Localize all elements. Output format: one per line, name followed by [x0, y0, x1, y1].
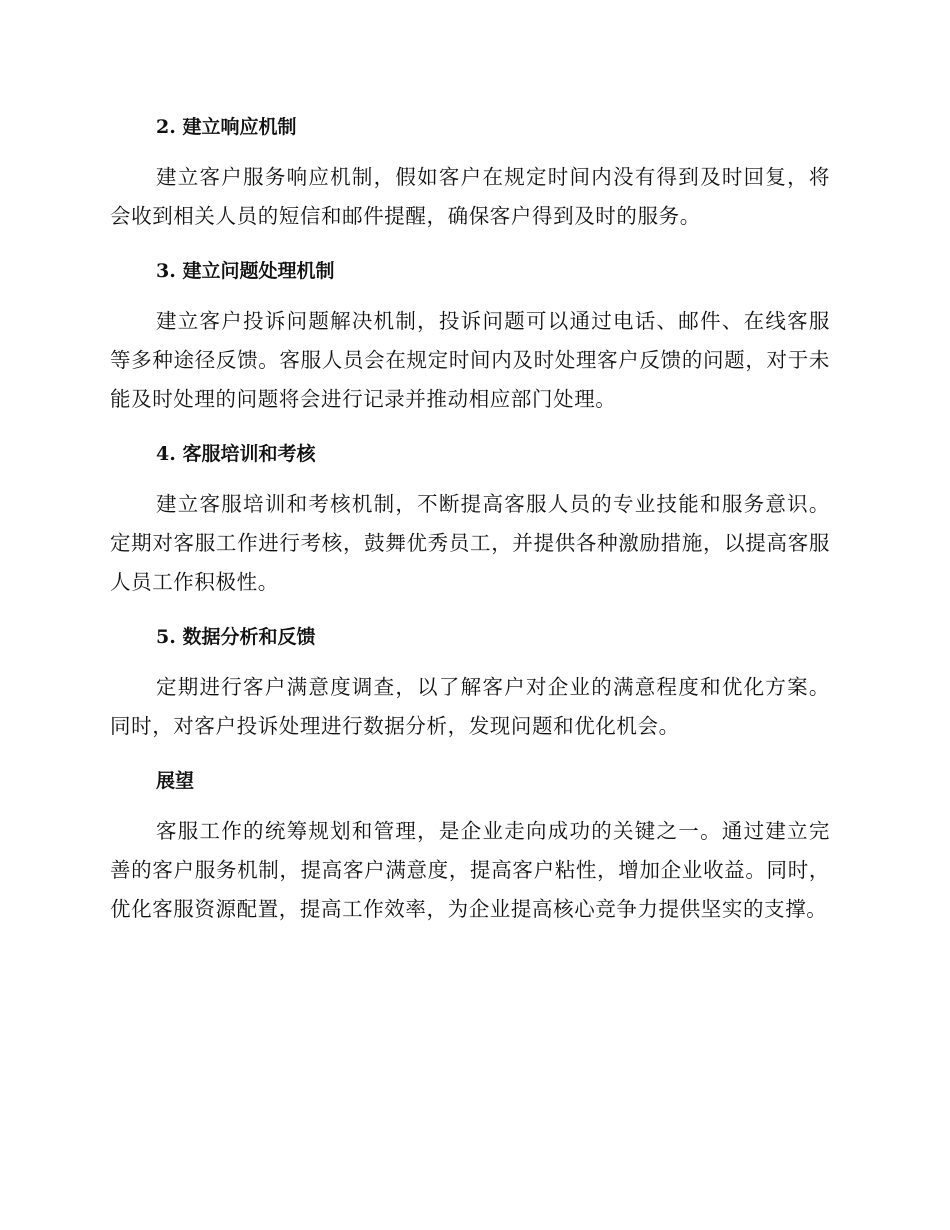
section-heading: 4. 客服培训和考核	[156, 443, 316, 465]
section-response-mechanism	[110, 106, 830, 250]
section-heading: 2. 建立响应机制	[156, 116, 297, 138]
section-heading: 展望	[156, 770, 195, 792]
section-training-assessment	[110, 433, 830, 616]
section-paragraph: 建立客户投诉问题解决机制，投诉问题可以通过电话、邮件、在线客服等多种途径反馈。客服人员会在规定时间内及时处理客户反馈的问题，对于未能及时处理的问题将会进行记录并推动相应部门处理。	[110, 309, 830, 411]
document-page	[110, 106, 830, 929]
section-outlook	[110, 760, 830, 929]
section-paragraph: 定期进行客户满意度调查，以了解客户对企业的满意程度和优化方案。同时，对客户投诉处理进行数据分析，发现问题和优化机会。	[110, 675, 830, 738]
section-heading: 3. 建立问题处理机制	[156, 260, 335, 282]
section-paragraph: 建立客户服务响应机制，假如客户在规定时间内没有得到及时回复，将会收到相关人员的短信和邮件提醒，确保客户得到及时的服务。	[110, 165, 830, 228]
section-paragraph: 建立客服培训和考核机制，不断提高客服人员的专业技能和服务意识。定期对客服工作进行考核，鼓舞优秀员工，并提供各种激励措施，以提高客服人员工作积极性。	[110, 492, 830, 594]
section-heading: 5. 数据分析和反馈	[156, 626, 316, 648]
section-issue-handling	[110, 250, 830, 433]
section-data-analysis	[110, 616, 830, 760]
section-paragraph: 客服工作的统筹规划和管理，是企业走向成功的关键之一。通过建立完善的客户服务机制，提高客户满意度，提高客户粘性，增加企业收益。同时，优化客服资源配置，提高工作效率，为企业提高核心竞争力提供坚实的支撑。	[110, 819, 830, 921]
